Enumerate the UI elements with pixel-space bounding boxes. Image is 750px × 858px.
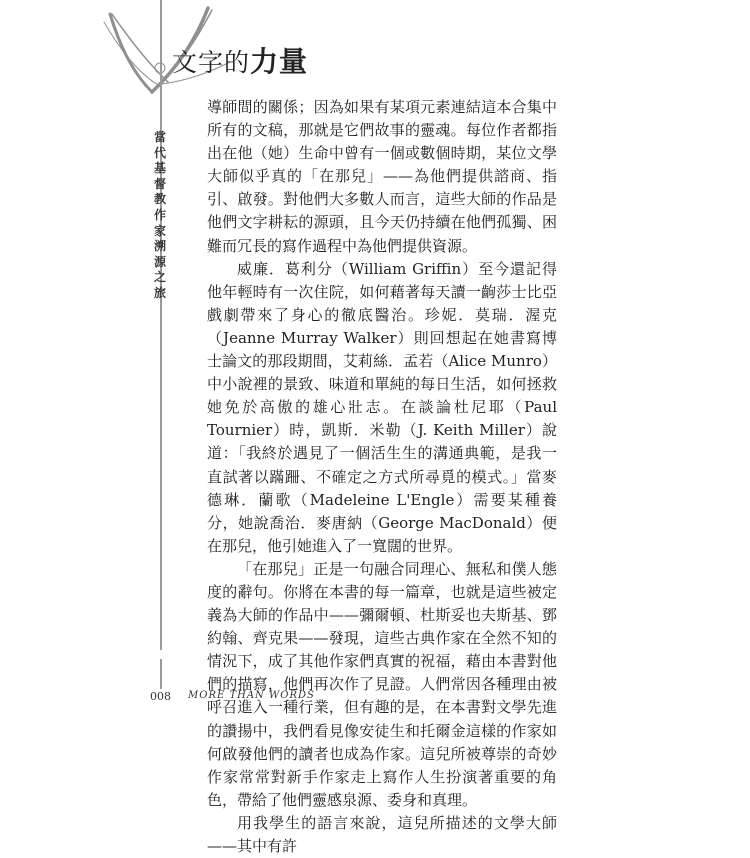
vertical-book-title: 當代基督教作家溯源之旅 — [153, 130, 166, 300]
paragraph-3: 「在那兒」正是一句融合同理心、無私和僕人態度的辭句。你將在本書的每一篇章，也就是這些被定義為大師的作品中——彌爾頓、杜斯妥也夫斯基、鄧約翰、齊克果——發現，這些古典作家在全然不知的情況下，成了其他作家們真實的祝福，藉由本書對他們的描寫，他們再次作了見證。人們常因各種理由被呼召進入一種行業，但有趣的是，在本書對文學先進的讚揚中，我們看見像安徒生和托爾金這樣的作家如何啟發他們的讀者也成為作家。這兒所被尊崇的奇妙作家常常對新手作家走上寫作人生扮演著重要的角色，帶給了他們靈感泉源、委身和真理。 — [207, 559, 557, 809]
chapter-title-regular: 文字的 — [172, 48, 251, 77]
footer-rule — [160, 659, 162, 689]
chapter-title — [172, 40, 308, 80]
paragraph-1: 導師間的關係；因為如果有某項元素連結這本合集中所有的文稿，那就是它們故事的靈魂。每位作者都指出在他（她）生命中曾有一個或數個時期，某位文學大師似乎真的「在那兒」——為他們提供諮商、指引、啟發。對他們大多數人而言，這些大師的作品是他們文字耕耘的源頭，且今天仍持續在他們孤獨、困難而冗長的寫作過程中為他們提供資源。 — [207, 98, 557, 255]
chapter-title-bold: 力量 — [250, 45, 309, 78]
paragraph-4: 用我學生的語言來說，這兒所描述的文學大師——其中有許 — [207, 813, 557, 855]
body-text — [207, 96, 557, 858]
running-footer-title: MORE THAN WORDS — [188, 690, 315, 701]
page-number: 008 — [150, 690, 171, 703]
paragraph-2: 威廉．葛利分（William Griffin）至今還記得他年輕時有一次住院，如何藉著每天讀一齣莎士比亞戲劇帶來了身心的徹底醫治。珍妮．莫瑞．渥克（Jeanne Murray Walker）則回想起在她書寫博士論文的那段期間，艾莉絲．孟若（Alice Munro）中小說裡的景致、味道和單純的每日生活，如何拯救她免於高傲的雄心壯志。在談論杜尼耶（Paul Tournier）時，凱斯．米勒（J. Keith Miller）說道：「我終於遇見了一個活生生的溝通典範，是我一直試著以蹣跚、不確定之方式所尋覓的模式。」當麥德琳．蘭歌（Madeleine L'Engle）需要某種養分，她說喬治．麥唐納（George MacDonald）便在那兒，他引她進入了一寬闊的世界。 — [207, 259, 557, 555]
vertical-margin-rule — [160, 0, 162, 650]
